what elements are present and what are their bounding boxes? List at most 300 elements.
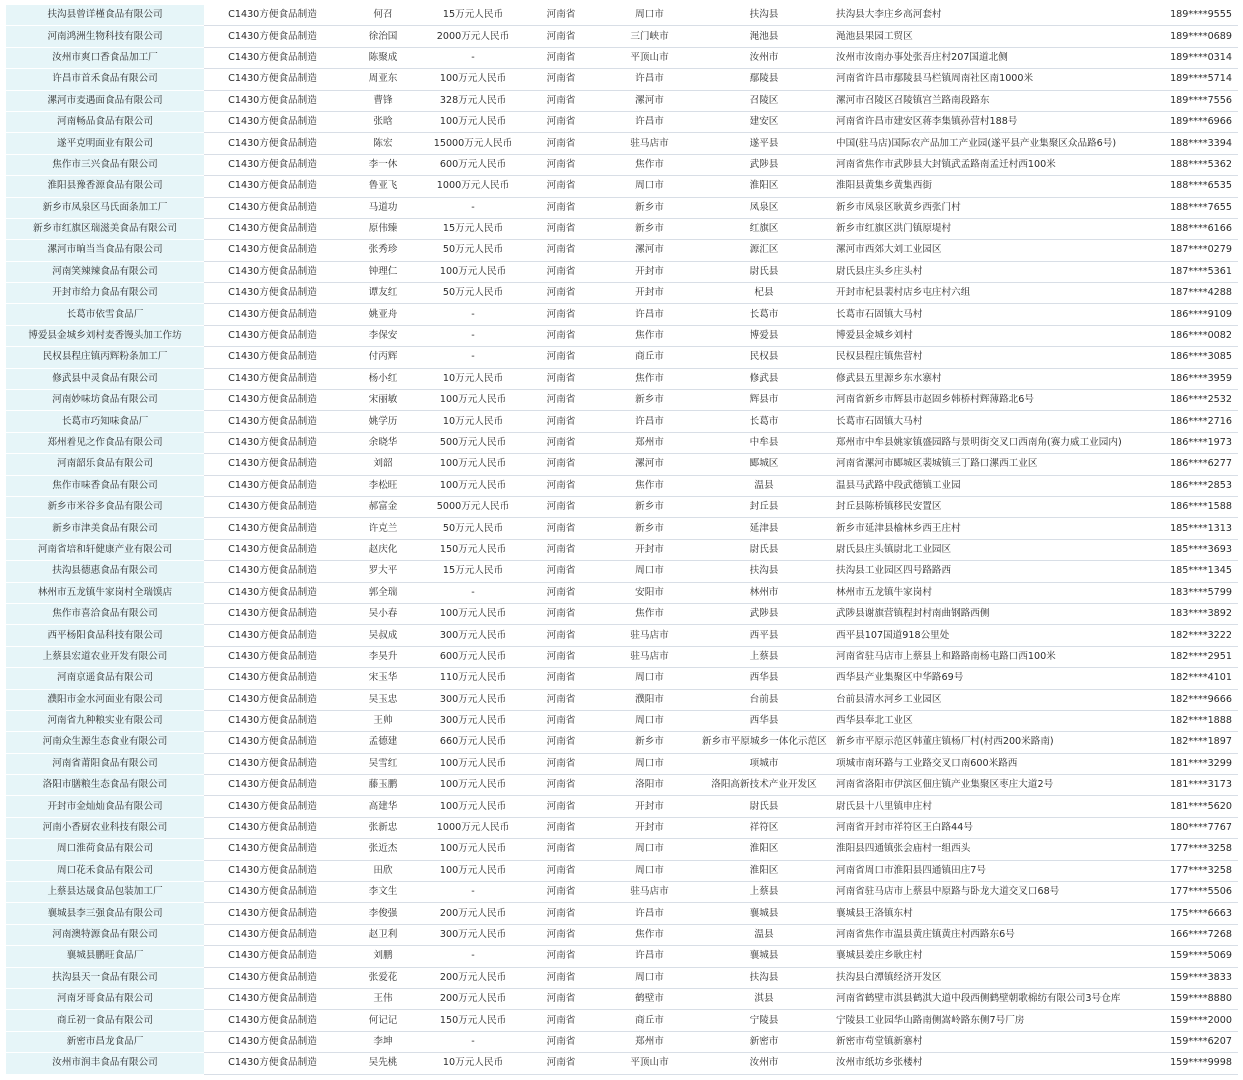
province-cell: 河南省: [521, 304, 601, 325]
registered-capital-cell: -: [425, 304, 521, 325]
table-row[interactable]: [6, 90, 1238, 111]
table-row[interactable]: [6, 111, 1238, 132]
province-cell: 河南省: [521, 796, 601, 817]
phone-cell: 188****3394: [1126, 133, 1238, 154]
city-cell: 郑州市: [601, 1031, 698, 1052]
province-cell: 河南省: [521, 261, 601, 282]
industry-cell: C1430方便食品制造: [204, 646, 341, 667]
legal-rep-cell: 杨小红: [341, 368, 425, 389]
table-row[interactable]: [6, 432, 1238, 453]
district-cell: 温县: [698, 924, 830, 945]
registered-capital-cell: 200万元人民币: [425, 967, 521, 988]
company-name-cell: 长葛市依雪食品厂: [6, 304, 204, 325]
city-cell: 平顶山市: [601, 47, 698, 68]
province-cell: 河南省: [521, 26, 601, 47]
industry-cell: C1430方便食品制造: [204, 1010, 341, 1031]
industry-cell: C1430方便食品制造: [204, 839, 341, 860]
table-row[interactable]: [6, 839, 1238, 860]
company-name-cell: 博爱县金城乡刘村麦香馒头加工作坊: [6, 325, 204, 346]
phone-cell: 177****3258: [1126, 860, 1238, 881]
city-cell: 驻马店市: [601, 646, 698, 667]
city-cell: 许昌市: [601, 304, 698, 325]
industry-cell: C1430方便食品制造: [204, 133, 341, 154]
address-cell: 新密市苟堂镇新寨村: [830, 1031, 1126, 1052]
registered-capital-cell: 150万元人民币: [425, 1010, 521, 1031]
company-name-cell: 周口花禾食品有限公司: [6, 860, 204, 881]
table-row[interactable]: [6, 775, 1238, 796]
city-cell: 焦作市: [601, 475, 698, 496]
table-row[interactable]: [6, 1053, 1238, 1074]
company-name-cell: 河南众生源生态食业有限公司: [6, 732, 204, 753]
registered-capital-cell: 100万元人民币: [425, 860, 521, 881]
district-cell: 项城市: [698, 753, 830, 774]
industry-cell: C1430方便食品制造: [204, 561, 341, 582]
company-name-cell: 河南韶乐食品有限公司: [6, 454, 204, 475]
address-cell: 河南省许昌市建安区蒋李集镇孙营村188号: [830, 111, 1126, 132]
registered-capital-cell: 100万元人民币: [425, 454, 521, 475]
district-cell: 鄢陵县: [698, 69, 830, 90]
registered-capital-cell: 100万元人民币: [425, 111, 521, 132]
district-cell: 武陟县: [698, 154, 830, 175]
legal-rep-cell: 罗大平: [341, 561, 425, 582]
city-cell: 许昌市: [601, 69, 698, 90]
phone-cell: 177****3258: [1126, 839, 1238, 860]
industry-cell: C1430方便食品制造: [204, 368, 341, 389]
table-row[interactable]: [6, 325, 1238, 346]
district-cell: 林州市: [698, 582, 830, 603]
address-cell: 漯河市召陵区召陵镇宫兰路南段路东: [830, 90, 1126, 111]
legal-rep-cell: 姚亚舟: [341, 304, 425, 325]
legal-rep-cell: 陈宏: [341, 133, 425, 154]
city-cell: 漯河市: [601, 454, 698, 475]
province-cell: 河南省: [521, 646, 601, 667]
company-name-cell: 开封市金灿灿食品有限公司: [6, 796, 204, 817]
industry-cell: C1430方便食品制造: [204, 347, 341, 368]
address-cell: 河南省鹤壁市淇县鹤淇大道中段西侧鹤壁朝歌棉纺有限公司3号仓库: [830, 988, 1126, 1009]
legal-rep-cell: 原伟臻: [341, 218, 425, 239]
registered-capital-cell: 100万元人民币: [425, 603, 521, 624]
province-cell: 河南省: [521, 903, 601, 924]
address-cell: 河南省周口市淮阳县四通镇田庄7号: [830, 860, 1126, 881]
table-row[interactable]: [6, 240, 1238, 261]
legal-rep-cell: 陈聚成: [341, 47, 425, 68]
registered-capital-cell: 100万元人民币: [425, 753, 521, 774]
table-row[interactable]: [6, 176, 1238, 197]
province-cell: 河南省: [521, 5, 601, 26]
registered-capital-cell: 15万元人民币: [425, 218, 521, 239]
industry-cell: C1430方便食品制造: [204, 325, 341, 346]
province-cell: 河南省: [521, 475, 601, 496]
province-cell: 河南省: [521, 839, 601, 860]
province-cell: 河南省: [521, 689, 601, 710]
phone-cell: 188****5362: [1126, 154, 1238, 175]
legal-rep-cell: 张新忠: [341, 817, 425, 838]
province-cell: 河南省: [521, 710, 601, 731]
legal-rep-cell: 张爱花: [341, 967, 425, 988]
address-cell: 尉氏县庄头镇尉北工业园区: [830, 539, 1126, 560]
province-cell: 河南省: [521, 368, 601, 389]
province-cell: 河南省: [521, 432, 601, 453]
table-row[interactable]: [6, 47, 1238, 68]
industry-cell: C1430方便食品制造: [204, 882, 341, 903]
address-cell: 河南省驻马店市上蔡县上和路路南杨屯路口西100米: [830, 646, 1126, 667]
phone-cell: 182****4101: [1126, 668, 1238, 689]
registered-capital-cell: 600万元人民币: [425, 154, 521, 175]
province-cell: 河南省: [521, 539, 601, 560]
legal-rep-cell: 吴雪红: [341, 753, 425, 774]
phone-cell: 189****0314: [1126, 47, 1238, 68]
phone-cell: 183****3892: [1126, 603, 1238, 624]
address-cell: 扶沟县工业园区四号路路西: [830, 561, 1126, 582]
company-name-cell: 汝州市爽口香食品加工厂: [6, 47, 204, 68]
province-cell: 河南省: [521, 860, 601, 881]
province-cell: 河南省: [521, 1053, 601, 1074]
industry-cell: C1430方便食品制造: [204, 240, 341, 261]
table-row[interactable]: [6, 753, 1238, 774]
province-cell: 河南省: [521, 775, 601, 796]
table-row[interactable]: [6, 283, 1238, 304]
table-row[interactable]: [6, 924, 1238, 945]
district-cell: 源汇区: [698, 240, 830, 261]
table-row[interactable]: [6, 390, 1238, 411]
phone-cell: 186****2853: [1126, 475, 1238, 496]
company-name-cell: 河南畅品食品有限公司: [6, 111, 204, 132]
city-cell: 濮阳市: [601, 689, 698, 710]
industry-cell: C1430方便食品制造: [204, 475, 341, 496]
registered-capital-cell: 15000万元人民币: [425, 133, 521, 154]
table-row[interactable]: [6, 732, 1238, 753]
address-cell: 新乡市平原示范区韩董庄镇杨厂村(村西200米路南): [830, 732, 1126, 753]
industry-cell: C1430方便食品制造: [204, 924, 341, 945]
company-table: [6, 5, 1238, 1075]
phone-cell: 189****5714: [1126, 69, 1238, 90]
city-cell: 周口市: [601, 753, 698, 774]
city-cell: 开封市: [601, 796, 698, 817]
legal-rep-cell: 李俊强: [341, 903, 425, 924]
registered-capital-cell: 10万元人民币: [425, 368, 521, 389]
city-cell: 开封市: [601, 283, 698, 304]
province-cell: 河南省: [521, 1010, 601, 1031]
company-name-cell: 河南省九种粮实业有限公司: [6, 710, 204, 731]
legal-rep-cell: 张晗: [341, 111, 425, 132]
address-cell: 修武县五里源乡东水寨村: [830, 368, 1126, 389]
phone-cell: 188****6535: [1126, 176, 1238, 197]
registered-capital-cell: -: [425, 197, 521, 218]
table-row[interactable]: [6, 1031, 1238, 1052]
legal-rep-cell: 王伟: [341, 988, 425, 1009]
city-cell: 新乡市: [601, 496, 698, 517]
phone-cell: 186****0082: [1126, 325, 1238, 346]
company-name-cell: 汝州市润丰食品有限公司: [6, 1053, 204, 1074]
legal-rep-cell: 吴先桃: [341, 1053, 425, 1074]
phone-cell: 189****0689: [1126, 26, 1238, 47]
industry-cell: C1430方便食品制造: [204, 796, 341, 817]
province-cell: 河南省: [521, 1031, 601, 1052]
address-cell: 项城市南环路与工业路交叉口南600米路西: [830, 753, 1126, 774]
city-cell: 鹤壁市: [601, 988, 698, 1009]
address-cell: 长葛市石固镇大马村: [830, 411, 1126, 432]
phone-cell: 159****9998: [1126, 1053, 1238, 1074]
address-cell: 河南省驻马店市上蔡县中原路与卧龙大道交叉口68号: [830, 882, 1126, 903]
industry-cell: C1430方便食品制造: [204, 967, 341, 988]
city-cell: 新乡市: [601, 732, 698, 753]
legal-rep-cell: 李昊升: [341, 646, 425, 667]
city-cell: 郑州市: [601, 432, 698, 453]
province-cell: 河南省: [521, 603, 601, 624]
table-row[interactable]: [6, 882, 1238, 903]
district-cell: 武陟县: [698, 603, 830, 624]
district-cell: 渑池县: [698, 26, 830, 47]
province-cell: 河南省: [521, 176, 601, 197]
registered-capital-cell: 50万元人民币: [425, 518, 521, 539]
company-name-cell: 新乡市津美食品有限公司: [6, 518, 204, 539]
registered-capital-cell: 50万元人民币: [425, 240, 521, 261]
registered-capital-cell: 300万元人民币: [425, 924, 521, 945]
company-name-cell: 河南牙哥食品有限公司: [6, 988, 204, 1009]
city-cell: 新乡市: [601, 218, 698, 239]
district-cell: 尉氏县: [698, 261, 830, 282]
phone-cell: 159****8880: [1126, 988, 1238, 1009]
address-cell: 河南省洛阳市伊滨区佃庄镇产业集聚区枣庄大道2号: [830, 775, 1126, 796]
address-cell: 新乡市凤泉区耿黄乡西张门村: [830, 197, 1126, 218]
table-row[interactable]: [6, 154, 1238, 175]
industry-cell: C1430方便食品制造: [204, 946, 341, 967]
table-row[interactable]: [6, 197, 1238, 218]
industry-cell: C1430方便食品制造: [204, 903, 341, 924]
phone-cell: 189****7556: [1126, 90, 1238, 111]
phone-cell: 159****6207: [1126, 1031, 1238, 1052]
district-cell: 淮阳区: [698, 176, 830, 197]
industry-cell: C1430方便食品制造: [204, 603, 341, 624]
table-row[interactable]: [6, 561, 1238, 582]
legal-rep-cell: 谭友红: [341, 283, 425, 304]
registered-capital-cell: -: [425, 882, 521, 903]
province-cell: 河南省: [521, 325, 601, 346]
district-cell: 淮阳区: [698, 839, 830, 860]
phone-cell: 185****1313: [1126, 518, 1238, 539]
table-row[interactable]: [6, 817, 1238, 838]
district-cell: 西华县: [698, 668, 830, 689]
district-cell: 祥符区: [698, 817, 830, 838]
legal-rep-cell: 赵庆化: [341, 539, 425, 560]
registered-capital-cell: 100万元人民币: [425, 775, 521, 796]
district-cell: 襄城县: [698, 946, 830, 967]
phone-cell: 180****7767: [1126, 817, 1238, 838]
city-cell: 周口市: [601, 860, 698, 881]
registered-capital-cell: -: [425, 946, 521, 967]
table-row[interactable]: [6, 625, 1238, 646]
company-name-cell: 洛阳市膳粮生态食品有限公司: [6, 775, 204, 796]
address-cell: 淮阳县四通镇张会庙村一组西头: [830, 839, 1126, 860]
company-name-cell: 新乡市凤泉区马氏面条加工厂: [6, 197, 204, 218]
table-row[interactable]: [6, 5, 1238, 26]
company-name-cell: 淮阳县豫香源食品有限公司: [6, 176, 204, 197]
company-name-cell: 河南妙味坊食品有限公司: [6, 390, 204, 411]
registered-capital-cell: 100万元人民币: [425, 390, 521, 411]
industry-cell: C1430方便食品制造: [204, 689, 341, 710]
phone-cell: 182****2951: [1126, 646, 1238, 667]
address-cell: 新乡市红旗区洪门镇原堤村: [830, 218, 1126, 239]
address-cell: 尉氏县庄头乡庄头村: [830, 261, 1126, 282]
district-cell: 台前县: [698, 689, 830, 710]
table-row[interactable]: [6, 668, 1238, 689]
address-cell: 新乡市延津县榆林乡西王庄村: [830, 518, 1126, 539]
phone-cell: 182****3222: [1126, 625, 1238, 646]
company-name-cell: 郑州着见之作食品有限公司: [6, 432, 204, 453]
table-row[interactable]: [6, 518, 1238, 539]
table-row[interactable]: [6, 368, 1238, 389]
province-cell: 河南省: [521, 518, 601, 539]
province-cell: 河南省: [521, 411, 601, 432]
phone-cell: 159****2000: [1126, 1010, 1238, 1031]
registered-capital-cell: 600万元人民币: [425, 646, 521, 667]
registered-capital-cell: 300万元人民币: [425, 710, 521, 731]
phone-cell: 177****5506: [1126, 882, 1238, 903]
industry-cell: C1430方便食品制造: [204, 283, 341, 304]
city-cell: 三门峡市: [601, 26, 698, 47]
registered-capital-cell: -: [425, 1031, 521, 1052]
address-cell: 河南省漯河市郾城区裴城镇三丁路口漯西工业区: [830, 454, 1126, 475]
table-row[interactable]: [6, 796, 1238, 817]
table-row[interactable]: [6, 582, 1238, 603]
registered-capital-cell: 100万元人民币: [425, 69, 521, 90]
industry-cell: C1430方便食品制造: [204, 710, 341, 731]
company-name-cell: 漯河市麦遇面食品有限公司: [6, 90, 204, 111]
city-cell: 洛阳市: [601, 775, 698, 796]
phone-cell: 181****3173: [1126, 775, 1238, 796]
registered-capital-cell: 660万元人民币: [425, 732, 521, 753]
table-row[interactable]: [6, 860, 1238, 881]
table-row[interactable]: [6, 69, 1238, 90]
company-name-cell: 焦作市味香食品有限公司: [6, 475, 204, 496]
table-row[interactable]: [6, 475, 1238, 496]
registered-capital-cell: 15万元人民币: [425, 561, 521, 582]
city-cell: 周口市: [601, 967, 698, 988]
industry-cell: C1430方便食品制造: [204, 496, 341, 517]
province-cell: 河南省: [521, 625, 601, 646]
legal-rep-cell: 吴小春: [341, 603, 425, 624]
registered-capital-cell: 200万元人民币: [425, 988, 521, 1009]
address-cell: 河南省焦作市温县黄庄镇黄庄村西路东6号: [830, 924, 1126, 945]
table-row[interactable]: [6, 946, 1238, 967]
district-cell: 辉县市: [698, 390, 830, 411]
registered-capital-cell: 200万元人民币: [425, 903, 521, 924]
company-name-cell: 河南澳特源食品有限公司: [6, 924, 204, 945]
city-cell: 新乡市: [601, 197, 698, 218]
district-cell: 博爱县: [698, 325, 830, 346]
table-row[interactable]: [6, 903, 1238, 924]
table-row[interactable]: [6, 347, 1238, 368]
city-cell: 新乡市: [601, 518, 698, 539]
legal-rep-cell: 何召: [341, 5, 425, 26]
province-cell: 河南省: [521, 496, 601, 517]
legal-rep-cell: 徐治国: [341, 26, 425, 47]
industry-cell: C1430方便食品制造: [204, 860, 341, 881]
phone-cell: 189****9555: [1126, 5, 1238, 26]
phone-cell: 188****6166: [1126, 218, 1238, 239]
address-cell: 台前县清水河乡工业园区: [830, 689, 1126, 710]
table-row[interactable]: [6, 133, 1238, 154]
registered-capital-cell: 500万元人民币: [425, 432, 521, 453]
registered-capital-cell: 300万元人民币: [425, 689, 521, 710]
phone-cell: 175****6663: [1126, 903, 1238, 924]
registered-capital-cell: 1000万元人民币: [425, 176, 521, 197]
table-row[interactable]: [6, 411, 1238, 432]
legal-rep-cell: 许克兰: [341, 518, 425, 539]
table-row[interactable]: [6, 539, 1238, 560]
table-row[interactable]: [6, 496, 1238, 517]
legal-rep-cell: 张近杰: [341, 839, 425, 860]
province-cell: 河南省: [521, 454, 601, 475]
district-cell: 长葛市: [698, 411, 830, 432]
table-row[interactable]: [6, 603, 1238, 624]
address-cell: 西平县107国道918公里处: [830, 625, 1126, 646]
city-cell: 周口市: [601, 561, 698, 582]
phone-cell: 187****4288: [1126, 283, 1238, 304]
province-cell: 河南省: [521, 668, 601, 689]
province-cell: 河南省: [521, 967, 601, 988]
city-cell: 驻马店市: [601, 133, 698, 154]
table-row[interactable]: [6, 218, 1238, 239]
industry-cell: C1430方便食品制造: [204, 411, 341, 432]
company-name-cell: 河南省莆阳食品有限公司: [6, 753, 204, 774]
phone-cell: 188****7655: [1126, 197, 1238, 218]
city-cell: 周口市: [601, 839, 698, 860]
company-name-cell: 遂平克明面业有限公司: [6, 133, 204, 154]
registered-capital-cell: 5000万元人民币: [425, 496, 521, 517]
legal-rep-cell: 吴玉忠: [341, 689, 425, 710]
table-row[interactable]: [6, 689, 1238, 710]
phone-cell: 182****9666: [1126, 689, 1238, 710]
table-row[interactable]: [6, 967, 1238, 988]
table-row[interactable]: [6, 710, 1238, 731]
registered-capital-cell: 110万元人民币: [425, 668, 521, 689]
company-table-container: [6, 5, 1238, 1075]
table-row[interactable]: [6, 1010, 1238, 1031]
phone-cell: 182****1888: [1126, 710, 1238, 731]
district-cell: 上蔡县: [698, 646, 830, 667]
registered-capital-cell: 100万元人民币: [425, 475, 521, 496]
legal-rep-cell: 张秀珍: [341, 240, 425, 261]
legal-rep-cell: 郝富金: [341, 496, 425, 517]
table-row[interactable]: [6, 988, 1238, 1009]
address-cell: 淮阳县黄集乡黄集西街: [830, 176, 1126, 197]
legal-rep-cell: 吴叔成: [341, 625, 425, 646]
industry-cell: C1430方便食品制造: [204, 26, 341, 47]
province-cell: 河南省: [521, 390, 601, 411]
legal-rep-cell: 高建华: [341, 796, 425, 817]
legal-rep-cell: 马道功: [341, 197, 425, 218]
registered-capital-cell: 100万元人民币: [425, 261, 521, 282]
city-cell: 商丘市: [601, 1010, 698, 1031]
company-name-cell: 新乡市米谷多食品有限公司: [6, 496, 204, 517]
registered-capital-cell: -: [425, 347, 521, 368]
district-cell: 洛阳高新技术产业开发区: [698, 775, 830, 796]
city-cell: 焦作市: [601, 368, 698, 389]
industry-cell: C1430方便食品制造: [204, 753, 341, 774]
legal-rep-cell: 鲁亚飞: [341, 176, 425, 197]
table-row[interactable]: [6, 454, 1238, 475]
company-table-body: [6, 5, 1238, 1074]
table-row[interactable]: [6, 261, 1238, 282]
phone-cell: 186****6277: [1126, 454, 1238, 475]
district-cell: 长葛市: [698, 304, 830, 325]
district-cell: 西平县: [698, 625, 830, 646]
table-row[interactable]: [6, 646, 1238, 667]
table-row[interactable]: [6, 26, 1238, 47]
table-row[interactable]: [6, 304, 1238, 325]
phone-cell: 189****6966: [1126, 111, 1238, 132]
